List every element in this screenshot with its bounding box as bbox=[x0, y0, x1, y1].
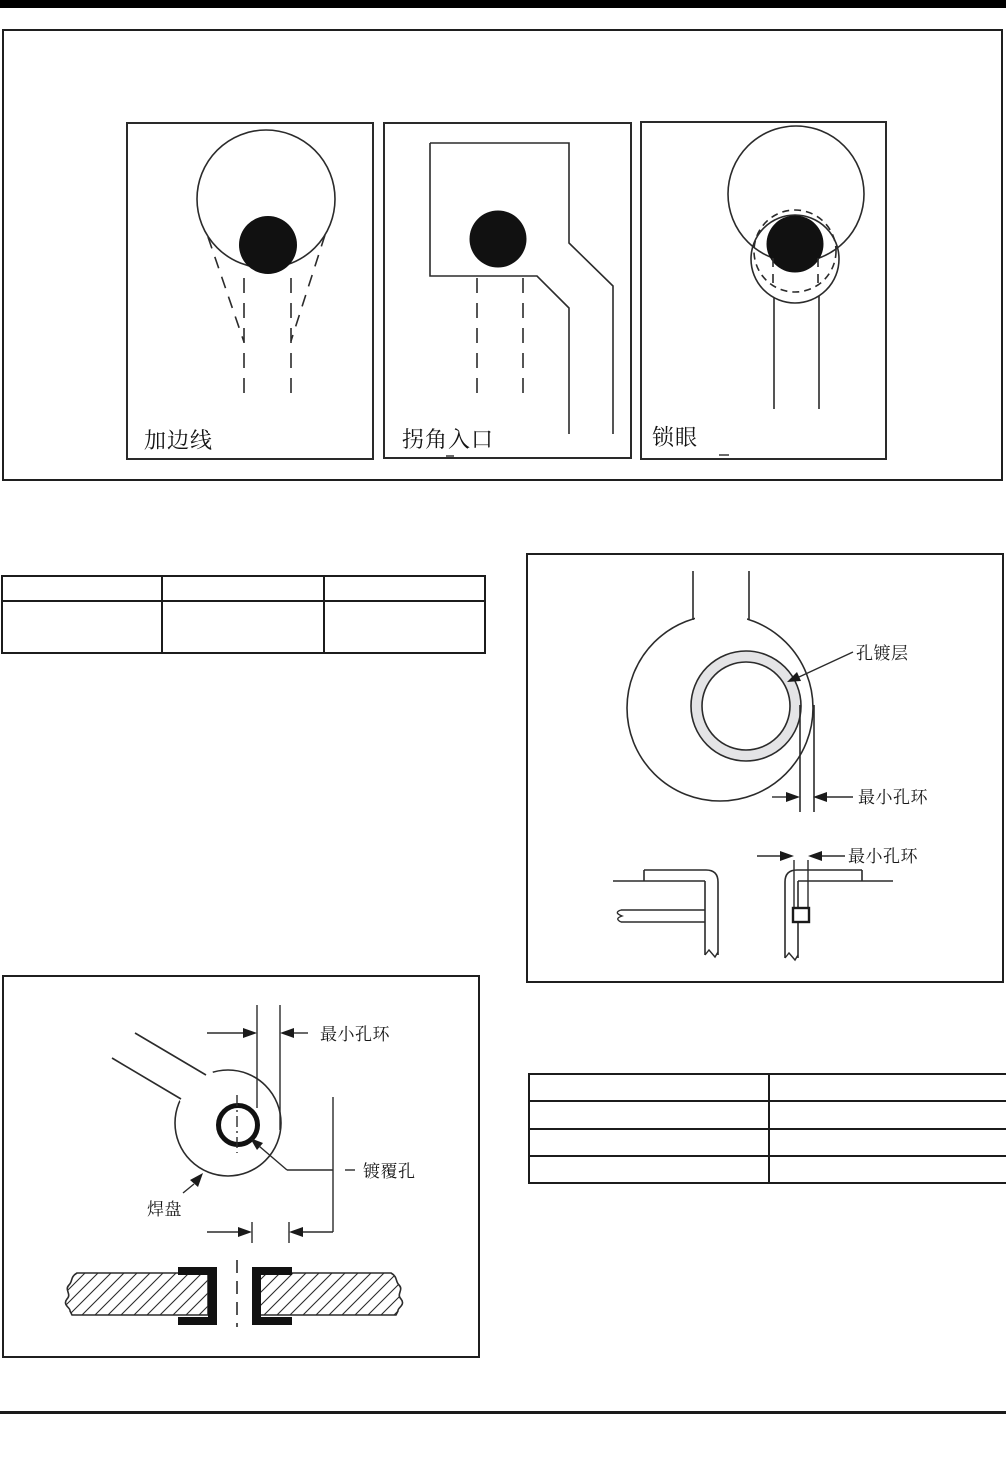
annular-ring-figure-box bbox=[526, 553, 1004, 983]
barrel-section-square bbox=[793, 908, 809, 922]
trace-lines bbox=[774, 296, 819, 409]
min-ring-dimension-top bbox=[772, 788, 928, 808]
table-cell bbox=[769, 1156, 1006, 1183]
table-cell bbox=[2, 576, 162, 601]
table-cell bbox=[529, 1101, 769, 1129]
break-squiggle bbox=[617, 910, 622, 922]
teardrop-figure-drawing bbox=[128, 124, 372, 458]
arrowhead-icon bbox=[280, 1028, 294, 1038]
hole-inner-circle bbox=[702, 662, 790, 750]
table-cell bbox=[162, 576, 324, 601]
table-row bbox=[2, 601, 485, 653]
arrowhead-icon bbox=[786, 792, 800, 802]
board-cross-section bbox=[65, 1260, 402, 1327]
table-cell bbox=[529, 1074, 769, 1101]
table-cell bbox=[324, 576, 485, 601]
plated-hole-figure-box bbox=[2, 975, 480, 1358]
arrowhead-icon bbox=[289, 1227, 303, 1237]
table-cell bbox=[324, 601, 485, 653]
board-slab-left bbox=[65, 1273, 208, 1315]
hole-dot bbox=[470, 211, 527, 268]
plated-hole-label: 镀覆孔 bbox=[363, 1162, 416, 1182]
keyhole-label: 锁眼 bbox=[652, 426, 699, 451]
pad-outline-outer bbox=[430, 143, 613, 434]
break-squiggle bbox=[785, 953, 798, 960]
teardrop-figure-box bbox=[126, 122, 374, 460]
table-cell bbox=[162, 601, 324, 653]
hole-dot bbox=[239, 216, 297, 274]
table-cell bbox=[529, 1129, 769, 1156]
arrowhead-icon bbox=[243, 1028, 257, 1038]
pad-outline-inner bbox=[430, 143, 569, 434]
teardrop-label: 加边线 bbox=[144, 429, 214, 454]
table-cell bbox=[769, 1074, 1006, 1101]
section-view-right-tube bbox=[785, 860, 893, 960]
top-black-bar bbox=[0, 0, 1006, 8]
table-row bbox=[2, 576, 485, 601]
arrowhead-icon bbox=[808, 851, 822, 861]
table-cell bbox=[769, 1101, 1006, 1129]
corner-entry-figure-drawing bbox=[385, 124, 630, 457]
break-squiggle bbox=[705, 950, 718, 957]
pad-opening-mask bbox=[174, 1063, 216, 1109]
corner-entry-label: 拐角入口 bbox=[402, 428, 495, 453]
hole-plating-label: 孔镀层 bbox=[856, 644, 909, 664]
arrowhead-icon bbox=[813, 792, 827, 802]
table-cell bbox=[529, 1156, 769, 1183]
min-ring-dimension bbox=[207, 1005, 390, 1130]
left-table bbox=[1, 575, 486, 654]
keyhole-figure-drawing bbox=[642, 123, 885, 458]
footer-rule bbox=[0, 1411, 1006, 1414]
section-view-left-elbow bbox=[613, 870, 718, 957]
corner-entry-figure-box bbox=[383, 122, 632, 459]
table-row bbox=[529, 1101, 1006, 1129]
table-cell bbox=[2, 601, 162, 653]
plated-hole-drawing bbox=[4, 977, 478, 1356]
pad-label: 焊盘 bbox=[147, 1200, 182, 1220]
min-annular-ring-label: 最小孔环 bbox=[858, 788, 928, 808]
arrowhead-icon bbox=[238, 1227, 252, 1237]
min-annular-ring-label: 最小孔环 bbox=[848, 847, 918, 867]
table-row bbox=[529, 1129, 1006, 1156]
pad-callout bbox=[147, 1173, 203, 1220]
table-row bbox=[529, 1156, 1006, 1183]
hole-dot bbox=[767, 216, 824, 273]
table-row bbox=[529, 1074, 1006, 1101]
drill-dashed-lines bbox=[477, 278, 523, 396]
annular-ring-drawing bbox=[528, 555, 1002, 981]
hole-plating-callout bbox=[787, 644, 909, 682]
pad-opening-mask bbox=[695, 605, 747, 625]
min-ring-dimension-side bbox=[757, 847, 918, 867]
table-cell bbox=[769, 1129, 1006, 1156]
keyhole-figure-box bbox=[640, 121, 887, 460]
board-slab-right bbox=[260, 1273, 403, 1315]
min-annular-ring-label: 最小孔环 bbox=[320, 1025, 390, 1045]
pad-shapes-panel bbox=[2, 29, 1003, 481]
arrowhead-icon bbox=[780, 851, 794, 861]
right-table bbox=[528, 1073, 1006, 1184]
